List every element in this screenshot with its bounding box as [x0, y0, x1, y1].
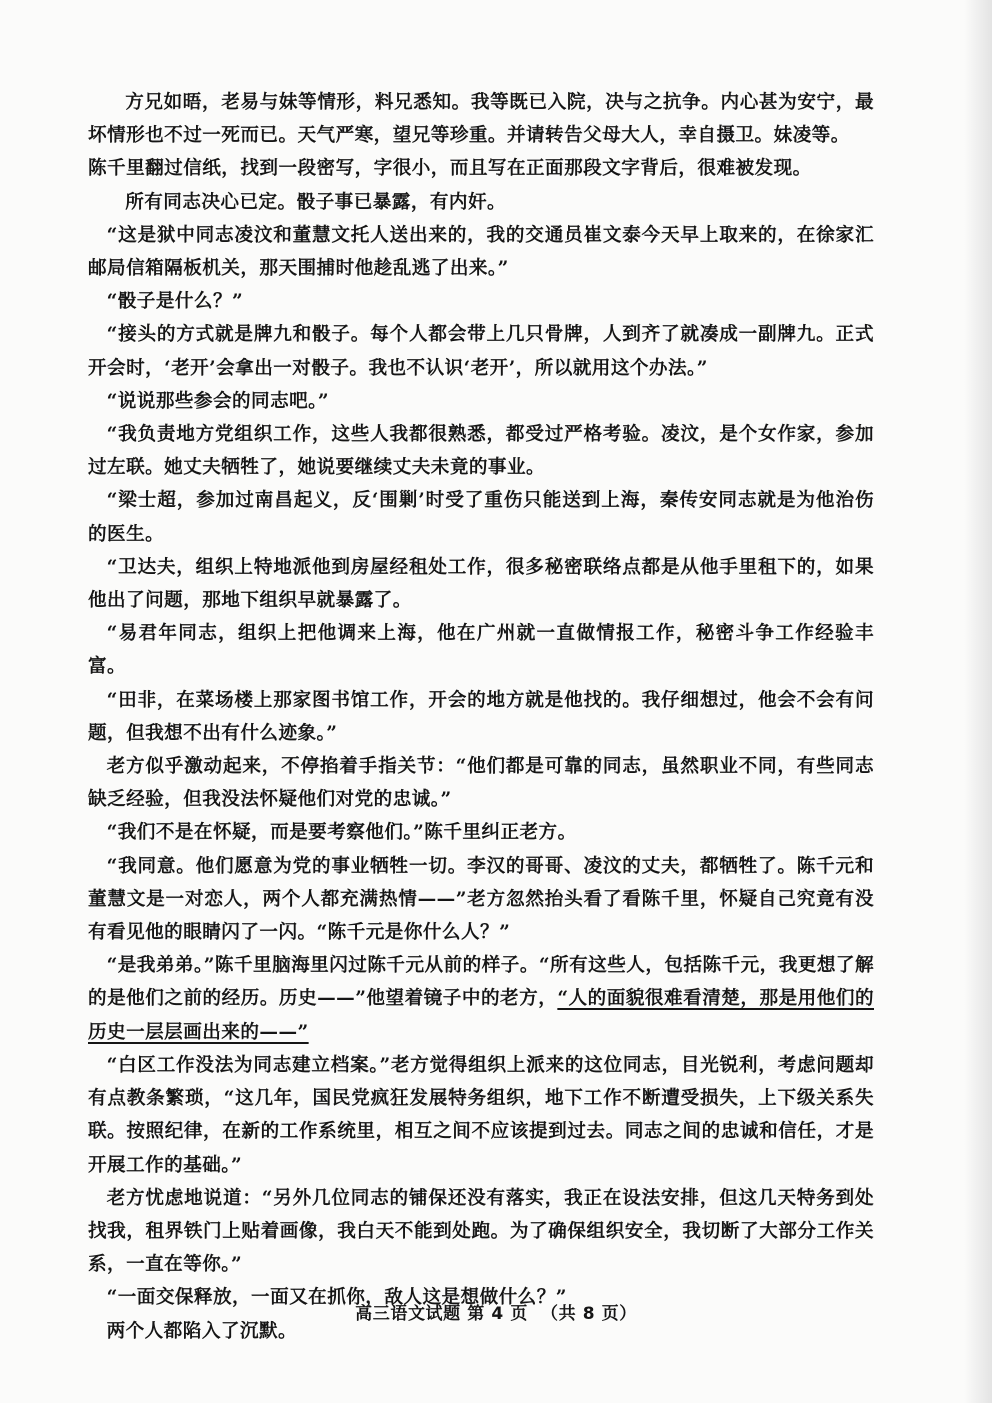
page-number-label: 高三语文试题 第 4 页 （共 8 页）	[355, 1304, 637, 1324]
letter-paragraph: 方兄如晤，老易与妹等情形，料兄悉知。我等既已入院，决与之抗争。内心甚为安宁，最坏情形也不过一死而已。天气严寒，望兄等珍重。并请转告父母大人，幸自摄卫。妹凌等。	[88, 92, 874, 147]
page-footer	[0, 1299, 992, 1324]
secret-writing-paragraph: 所有同志决心已定。骰子事已暴露，有内奸。	[125, 191, 507, 213]
narration-paragraph: 陈千里翻过信纸，找到一段密写，字很小，而且写在正面那段文字背后，很难被发现。	[88, 158, 812, 180]
dialogue-paragraph: “一面交保释放，一面又在抓你，敌人这是想做什么？”	[106, 1287, 567, 1309]
narration-paragraph: 老方忧虑地说道：“另外几位同志的铺保还没有落实，我正在设法安排，但这几天特务到处找我，租界铁门上贴着画像，我白天不能到处跑。为了确保组织安全，我切断了大部分工作关系，一直在等你。”	[88, 1187, 874, 1276]
narration-paragraph: 老方似乎激动起来，不停掐着手指关节：“他们都是可靠的同志，虽然职业不同，有些同志缺乏经验，但我没法怀疑他们对党的忠诚。”	[88, 756, 874, 811]
dialogue-paragraph: “接头的方式就是牌九和骰子。每个人都会带上几只骨牌，人到齐了就凑成一副牌九。正式开会时，‘老开’会拿出一对骰子。我也不认识‘老开’，所以就用这个办法。”	[88, 324, 874, 379]
dialogue-paragraph: “梁士超，参加过南昌起义，反‘围剿’时受了重伤只能送到上海，秦传安同志就是为他治伤的医生。	[88, 490, 874, 545]
dialogue-paragraph: “我负责地方党组织工作，这些人我都很熟悉，都受过严格考验。凌汶，是个女作家，参加过左联。她丈夫牺牲了，她说要继续丈夫未竟的事业。	[88, 424, 874, 479]
dialogue-paragraph: “白区工作没法为同志建立档案。”老方觉得组织上派来的这位同志，目光锐利，考虑问题却有点教条繁琐，“这几年，国民党疯狂发展特务组织，地下工作不断遭受损失，上下级关系失联。按照纪律，在新的工作系统里，相互之间不应该提到过去。同志之间的忠诚和信任，才是开展工作的基础。”	[88, 1054, 874, 1176]
dialogue-paragraph: “我同意。他们愿意为党的事业牺牲一切。李汉的哥哥、凌汶的丈夫，都牺牲了。陈千元和董慧文是一对恋人，两个人都充满热情——”老方忽然抬头看了看陈千里，怀疑自己究竟有没有看见他的眼睛闪了一闪。“陈千元是你什么人？”	[88, 855, 874, 944]
dialogue-paragraph	[88, 949, 874, 1049]
dialogue-paragraph: “我们不是在怀疑，而是要考察他们。”陈千里纠正老方。	[106, 822, 577, 844]
dialogue-paragraph: “卫达夫，组织上特地派他到房屋经租处工作，很多秘密联络点都是从他手里租下的，如果他出了问题，那地下组织早就暴露了。	[88, 556, 874, 612]
dialogue-paragraph: “这是狱中同志凌汶和董慧文托人送出来的，我的交通员崔文泰今天早上取来的，在徐家汇邮局信箱隔板机关，那天围捕时他趁乱逃了出来。”	[88, 224, 874, 280]
paragraph-text: “是我弟弟。”陈千里脑海里闪过陈千元从前的样子。“所有这些人，包括陈千元，我更想了解的是他们之前的经历。历史——”他望着镜子中的老方，	[88, 955, 874, 1010]
dialogue-paragraph: “田非，在菜场楼上那家图书馆工作，开会的地方就是他找的。我仔细想过，他会不会有问题，但我想不出有什么迹象。”	[88, 689, 874, 744]
underlined-sentence: “人的面貌很难看清楚，那是用他们的历史一层层画出来的——”	[88, 988, 874, 1043]
dialogue-paragraph: “骰子是什么？”	[106, 291, 244, 313]
dialogue-paragraph: “说说那些参会的同志吧。”	[106, 390, 330, 412]
scan-edge-shadow	[964, 0, 992, 1403]
narration-paragraph: 两个人都陷入了沉默。	[106, 1320, 298, 1342]
passage-body	[88, 86, 874, 1348]
dialogue-paragraph: “易君年同志，组织上把他调来上海，他在广州就一直做情报工作，秘密斗争工作经验丰富。	[88, 623, 874, 678]
